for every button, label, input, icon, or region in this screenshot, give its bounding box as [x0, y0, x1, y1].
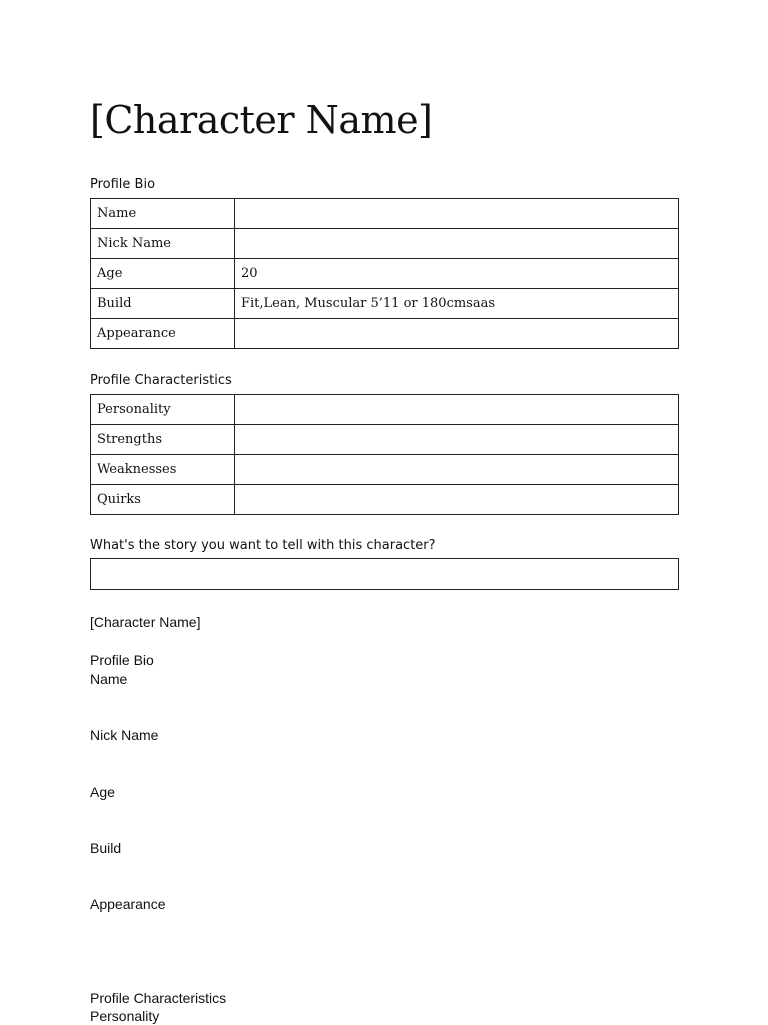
plain-title: [Character Name] [90, 614, 201, 630]
row-label-personality: Personality [91, 395, 235, 425]
story-answer-field[interactable] [90, 558, 679, 590]
plain-appearance: Appearance [90, 896, 166, 912]
row-label-quirks: Quirks [91, 485, 235, 515]
plain-nick-name: Nick Name [90, 727, 159, 743]
row-value-personality[interactable] [235, 395, 679, 425]
table-row [91, 395, 679, 425]
row-label-age: Age [91, 259, 235, 289]
table-row [91, 259, 679, 289]
row-label-name: Name [91, 199, 235, 229]
profile-characteristics-table [90, 394, 679, 515]
plain-name: Name [90, 671, 128, 687]
plain-build: Build [90, 840, 122, 856]
table-row [91, 199, 679, 229]
table-row [91, 289, 679, 319]
document-title: [Character Name] [90, 98, 433, 142]
row-value-build[interactable]: Fit,Lean, Muscular 5’11 or 180cmsaas [235, 289, 679, 319]
row-value-name[interactable] [235, 199, 679, 229]
row-value-age[interactable]: 20 [235, 259, 679, 289]
row-value-strengths[interactable] [235, 425, 679, 455]
row-label-nick-name: Nick Name [91, 229, 235, 259]
row-value-quirks[interactable] [235, 485, 679, 515]
row-label-appearance: Appearance [91, 319, 235, 349]
row-label-strengths: Strengths [91, 425, 235, 455]
row-label-weaknesses: Weaknesses [91, 455, 235, 485]
table-row [91, 319, 679, 349]
row-value-nick-name[interactable] [235, 229, 679, 259]
table-row [91, 229, 679, 259]
profile-bio-table [90, 198, 679, 349]
plain-personality: Personality [90, 1008, 160, 1024]
profile-bio-heading: Profile Bio [90, 177, 156, 192]
row-value-appearance[interactable] [235, 319, 679, 349]
profile-characteristics-heading: Profile Characteristics [90, 373, 232, 388]
plain-profile-characteristics: Profile Characteristics [90, 990, 227, 1006]
table-row [91, 455, 679, 485]
table-row [91, 485, 679, 515]
row-value-weaknesses[interactable] [235, 455, 679, 485]
plain-profile-bio: Profile Bio [90, 652, 154, 668]
table-row [91, 425, 679, 455]
plain-age: Age [90, 784, 115, 800]
story-question: What's the story you want to tell with this character? [90, 538, 436, 553]
row-label-build: Build [91, 289, 235, 319]
